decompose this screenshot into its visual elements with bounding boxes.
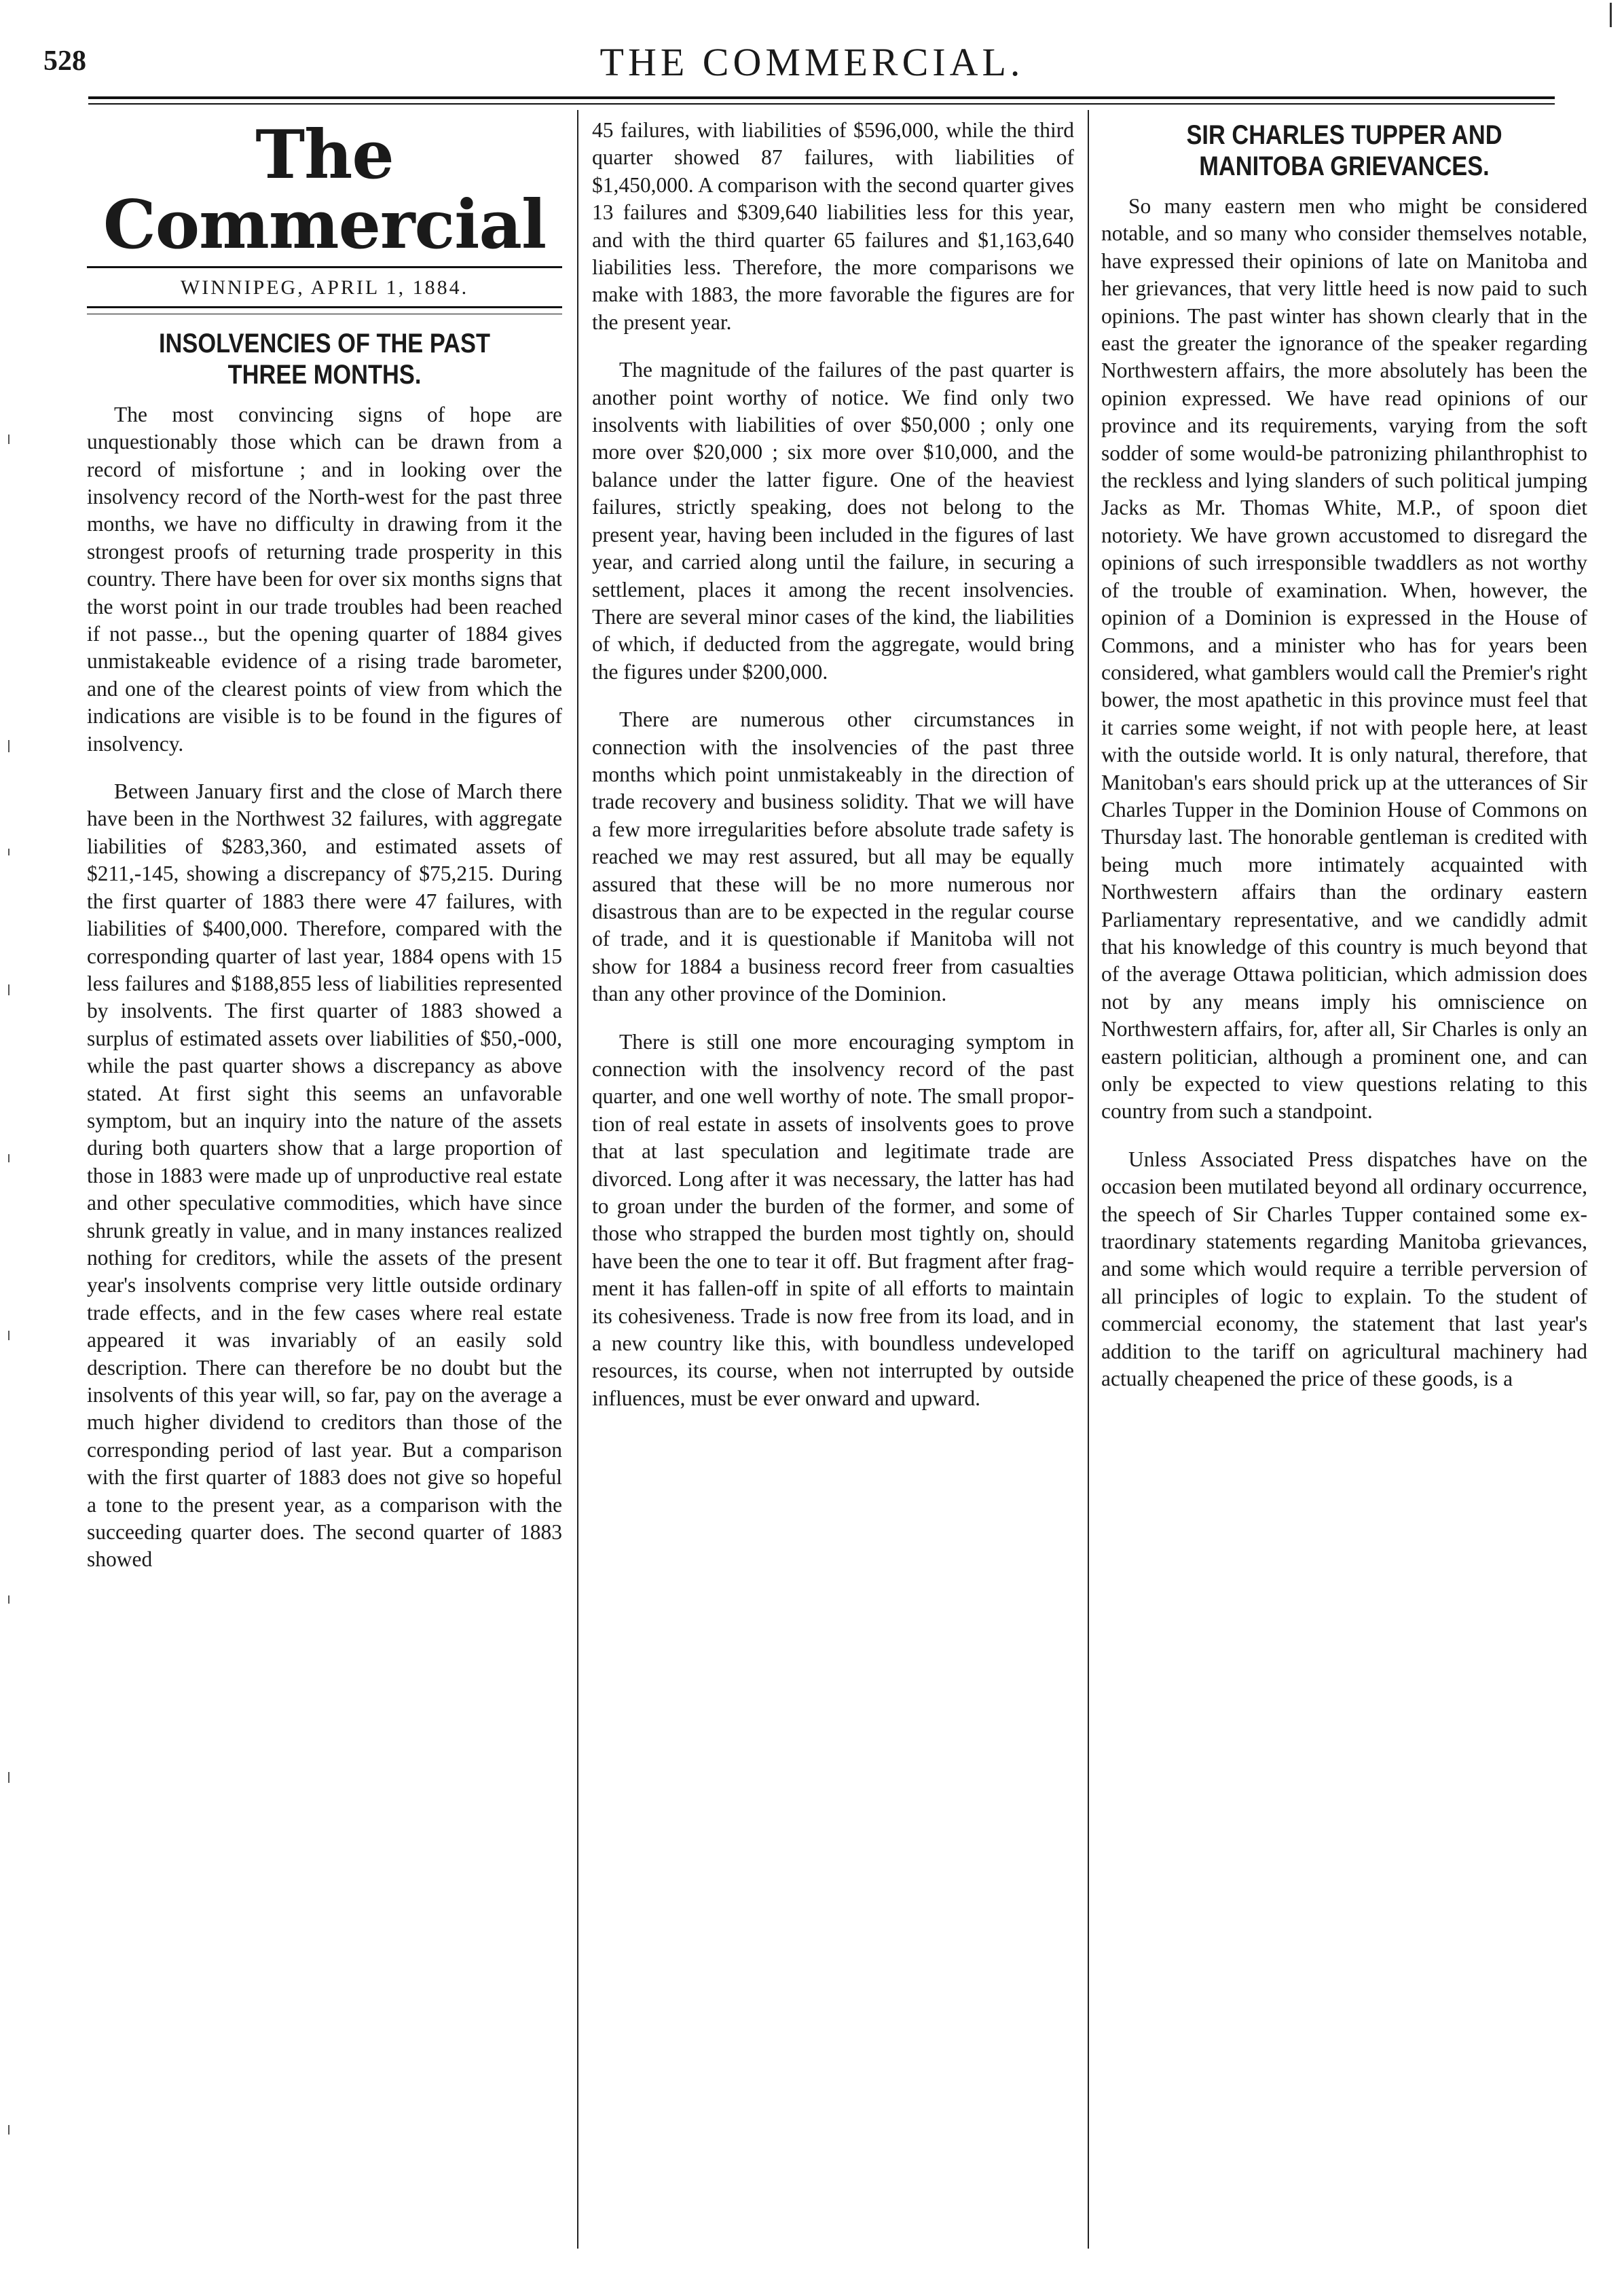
article-paragraph: Unless Associated Press dispatches have on the occasion been mutilated beyond all ordinary occurrence, the speech of Sir Charles Tupper contained some extraordinary statements regarding Manitoba grievances, and some which would require a terrible perversion of all principles of logic to explain. To the student of commercial economy, the statement that last year's addition to the tariff on agricultural machinery had actually cheapened the price of these goods, is a bbox=[1101, 1147, 1587, 1391]
article-paragraph: The most convincing signs of hope are unquestionably those which can be drawn from a record of misfortune ; and in looking over the insolvency record of the North-west for the past three months, we have no difficulty in drawing from it the strongest proofs of returning trade prosperity in this country. There have been for over six months signs that the worst point in our trade troubles had been reached if not passe.., but the opening quarter of 1884 gives unmistakeable evidence of a rising trade barometer, and one of the clearest points of view from which the indications are visible is to be found in the figures of insolvency. bbox=[87, 402, 562, 756]
masthead-title: The Commercial bbox=[103, 117, 547, 264]
scan-edge-marks bbox=[5, 0, 14, 2271]
page-number: 528 bbox=[43, 45, 86, 77]
column-1 bbox=[87, 117, 562, 2242]
article-paragraph: Between January first and the close of March there have been in the Northwest 32 failures, with aggregate liabilities of $283,360, and estimated assets of $211,-145, showing a discrepancy of $75,215. During the first quarter of 1883 there were 47 failures, with liabilities of $400,000. Therefore, compared with the corresponding quarter of last year, 1884 opens with 15 less failures and $188,855 less of liabilities represented by insolvents. The first quarter of 1883 showed a surplus of estimated assets over liabilities of $50,-000, while the past quarter shows a discrepancy as above stated. At first sight this seems an unfavorable symptom, but an inquiry into the nature of the assets during both quarters show that a large proportion of those in 1883 were made up of unproductive real estate and other speculative commodities, which have since shrunk greatly in value, and in many instances realized nothing for creditors, while the assets of the present year's insolvents comprise very little outside ordinary trade effects, and in the few cases where real estate appeared it was invariably of an easily sold description. There can therefore be no doubt but the insolvents of this year will, so far, pay on the average a much higher dividend to creditors than those of the corresponding period of last year. But a comparison with the first quarter of 1883 does not give so hopeful a tone to the present year, as a comparison with the succeeding quarter does. The second quarter of 1883 showed bbox=[87, 779, 562, 1572]
header-rule bbox=[88, 96, 1555, 99]
scan-margin-mark bbox=[1610, 3, 1612, 27]
article-paragraph: So many eastern men who might be considered notable, and so many who consider themselves notable, have expressed their opinions of late on Manitoba and her grievances, that very little heed is now paid to such opinions. The past winter has shown clearly that in the east the greater the ignorance of the speaker regarding Northwestern affairs, the more absolutely has been the opinion expressed. We have read opinions of our province and its requirements, varying from the soft sodder of some would-be patronizing philanthrophist to the reckless and lying slanders of such political jumping Jacks as Mr. Thomas White, M.P., of spoon diet notoriety. We have grown accustomed to disregard the opinions of such irresponsible twaddlers as not worthy of the trouble of examination. When, however, the opinion of a Dominion is expressed in the House of Commons, and a minister who has for years been considered, what gamblers would call the Premier's right bower, the most apathetic in this province must feel that it carries some weight, if not with people here, at least with the outside world. It is only natural, therefore, that Manitoban's ears should prick up at the utterances of Sir Charles Tupper in the Dominion House of Commons on Thursday last. The honorable gentleman is credited with being much more intimately acquainted with Northwestern affairs than the ordinary eastern Parliamentary representative, and we candidly admit that his knowledge of this country is much beyond that of the average Ottawa politician, which admission does not by any means imply his omniscience on Northwestern affairs, for, after all, Sir Charles is only an eastern politician, although a prominent one, and can only be expected to view questions relating to this country from such a standpoint. bbox=[1101, 194, 1587, 1124]
article-headline: SIR CHARLES TUPPER AND MANITOBA GRIEVANCES. bbox=[1186, 120, 1502, 181]
column-2 bbox=[592, 117, 1074, 2242]
article-paragraph: 45 failures, with liabilities of $596,000, while the third quarter showed 87 failures, with liabilities of $1,450,000. A comparison with the second quarter gives 13 failures and $309,640 liabilities less for this year, and with the third quarter 65 failures and $1,163,640 liabilities less. Therefore, the more comparisons we make with 1883, the more favorable the figures are for the present year. bbox=[592, 118, 1074, 334]
column-3 bbox=[1101, 117, 1587, 2242]
article-paragraph: There is still one more encouraging symptom in connection with the insolvency record of the past quarter, and one well worthy of note. The small proportion of real estate in assets of insolvents goes to prove that at last speculation and legitimate trade are divorced. Long after it was necessary, the latter has had to groan under the burden of the former, and some of those who strapped the burden most tightly on, should have been the one to tear it off. But fragment after fragment it has fallen-off in spite of all efforts to maintain its cohesiveness. Trade is now free from its load, and in a new country like this, with boundless undeveloped resources, its course, when not interrupted by outside influences, must be ever onward and upward. bbox=[592, 1029, 1074, 1410]
article-headline: INSOLVENCIES OF THE PAST THREE MONTHS. bbox=[158, 328, 491, 390]
article-paragraph: There are numerous other circumstances in connection with the insolvencies of the past three months which point unmistakeably in the direction of trade recovery and business solidity. That we will have a few more irregularities before absolute trade safety is reached we may rest assured, but all may be equally assured that these will be no more numerous nor disastrous than are to be expected in the regular course of trade, and it is questionable if Manitoba will not show for 1884 a business record freer from casualties than any other province of the Dominion. bbox=[592, 707, 1074, 1006]
column-divider bbox=[577, 110, 578, 2249]
article-paragraph: The magnitude of the failures of the past quarter is another point worthy of notice. We find only two insolvents with liabilities of over $50,000 ; only one more over $20,000 ; six more over $10,000, and the balance under the latter figure. One of the heaviest failures, strictly speaking, does not belong to the present year, having been included in the figures of last year, and carried along until the failure, in securing a settlement, places it among the recent insolvencies. There are several minor cases of the kind, the liabilities of which, if deducted from the aggregate, would bring the figures under $200,000. bbox=[592, 358, 1074, 684]
dateline: WINNIPEG, APRIL 1, 1884. bbox=[180, 276, 469, 299]
header-rule-thin bbox=[88, 103, 1555, 105]
masthead-rule bbox=[87, 266, 562, 268]
running-title: THE COMMERCIAL. bbox=[599, 40, 1025, 84]
dateline-rule bbox=[87, 306, 562, 308]
column-divider bbox=[1088, 110, 1089, 2249]
